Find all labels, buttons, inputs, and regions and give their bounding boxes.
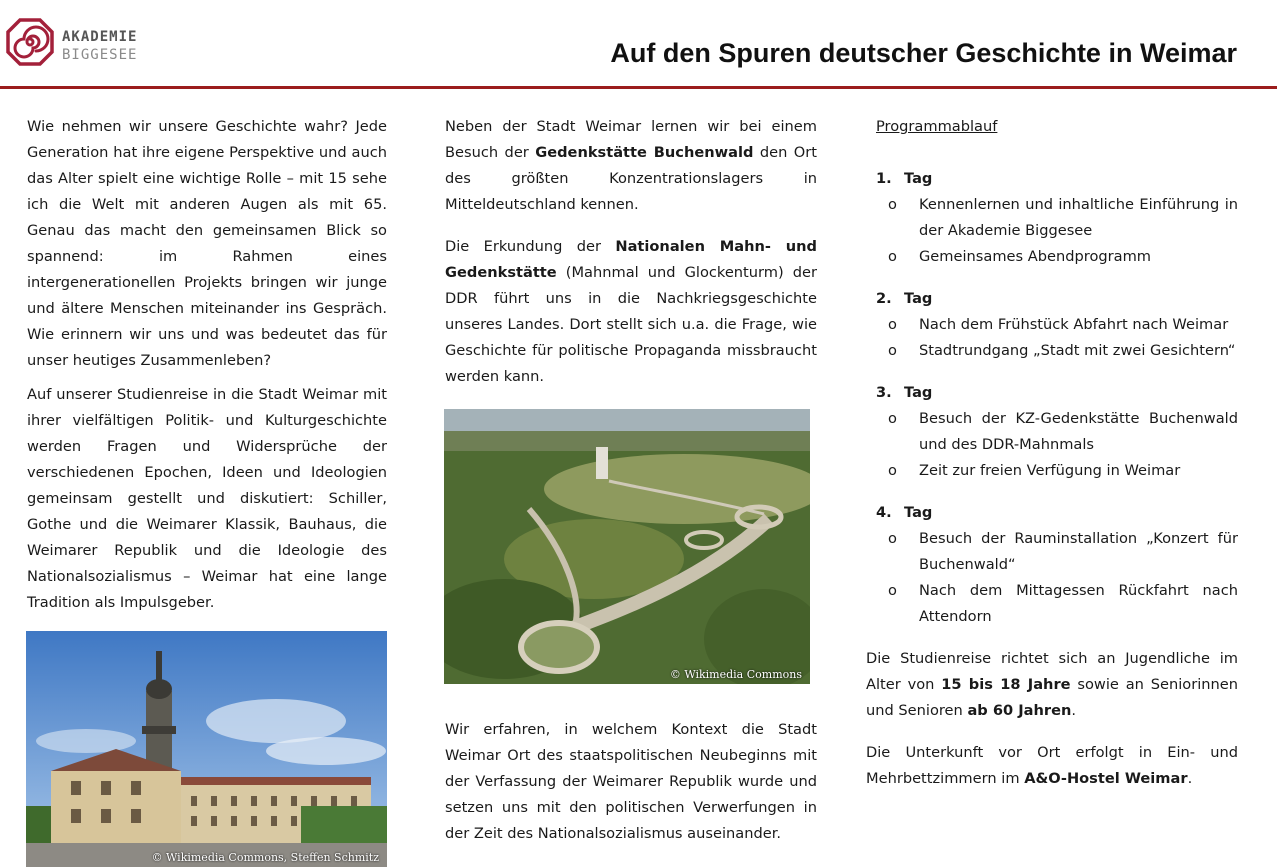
column-intro xyxy=(27,114,387,624)
activity-text: Besuch der KZ-Gedenkstätte Buchenwald und des DDR-Mahnmals xyxy=(919,410,1238,453)
bullet-circle-icon: o xyxy=(888,582,897,599)
list-item xyxy=(866,312,1238,338)
list-item xyxy=(866,526,1238,578)
weimar-republic-paragraph: Wir erfahren, in welchem Kontext die Stadt Weimar Ort des staatspolitischen Neubeginns mit der Verfassung der Weimarer Republik wurde und setzen uns mit den politischen Verwerfungen in der Zeit des Nationalsozialismus auseinander. xyxy=(445,721,817,842)
logo-text-biggesee: BIGGESEE xyxy=(62,47,138,63)
activity-text: Kennenlernen und inhaltliche Einführung in der Akademie Biggesee xyxy=(919,196,1238,239)
accommodation-paragraph: Die Unterkunft vor Ort erfolgt in Ein- und Mehrbettzimmern im A&O-Hostel Weimar. xyxy=(866,744,1238,787)
day-label: Tag xyxy=(904,384,933,401)
activity-text: Besuch der Rauminstallation „Konzert für Buchenwald“ xyxy=(919,530,1238,573)
activity-text: Stadtrundgang „Stadt mit zwei Gesichtern“ xyxy=(919,342,1236,359)
bullet-circle-icon: o xyxy=(888,316,897,333)
list-item xyxy=(866,192,1238,244)
buchenwald-paragraph: Neben der Stadt Weimar lernen wir bei einem Besuch der Gedenkstätte Buchenwald den Ort des größten Konzentrationslagers in Mitteldeutschland kennen. xyxy=(445,118,817,213)
day-number: 4. xyxy=(876,504,892,521)
activity-text: Nach dem Mittagessen Rückfahrt nach Attendorn xyxy=(919,582,1238,625)
program-days xyxy=(866,166,1238,630)
bullet-circle-icon: o xyxy=(888,410,897,427)
bullet-circle-icon: o xyxy=(888,342,897,359)
spiral-logo-icon xyxy=(6,18,54,66)
day-number: 2. xyxy=(876,290,892,307)
list-item xyxy=(866,338,1238,364)
activity-text: Gemeinsames Abendprogramm xyxy=(919,248,1152,265)
day-activity-list xyxy=(866,526,1238,630)
program-title: Programmablauf xyxy=(876,118,998,135)
intro-paragraph-1: Wie nehmen wir unsere Geschichte wahr? Jede Generation hat ihre eigene Perspektive und auch das Alter spielt eine wichtige Rolle – mit 15 sehe ich die Welt mit anderen Augen als mit 65. Genau das macht den gemeinsamen Blick so spannend: im Rahmen eines intergenerationellen Projekts bringen wir junge und ältere Menschen miteinander ins Gespräch. Wie erinnern wir uns und was bedeutet das für unser heutiges Zusammenleben? xyxy=(27,118,387,369)
bullet-circle-icon: o xyxy=(888,248,897,265)
day-label: Tag xyxy=(904,504,933,521)
column-weimar-republic xyxy=(445,717,817,855)
logo-text-akademie: AKADEMIE xyxy=(62,29,138,45)
program-day-2 xyxy=(876,286,1238,312)
list-item xyxy=(866,578,1238,630)
day-label: Tag xyxy=(904,170,933,187)
program-day-4 xyxy=(876,500,1238,526)
page-title: Auf den Spuren deutscher Geschichte in Weimar xyxy=(610,38,1237,68)
mahnmal-paragraph: Die Erkundung der Nationalen Mahn- und Gedenkstätte (Mahnmal und Glockenturm) der DDR führt uns in die Nachkriegsgeschichte unseres Landes. Dort stellt sich u.a. die Frage, wie Geschichte für politische Propaganda missbraucht werden kann. xyxy=(445,238,817,385)
castle-photo-credit: © Wikimedia Commons, Steffen Schmitz xyxy=(151,851,379,864)
bullet-circle-icon: o xyxy=(888,462,897,479)
program-day-1 xyxy=(876,166,1238,192)
day-number: 3. xyxy=(876,384,892,401)
buchenwald-aerial-photo xyxy=(444,409,810,684)
day-label: Tag xyxy=(904,290,933,307)
list-item xyxy=(866,244,1238,270)
aerial-photo-credit: © Wikimedia Commons xyxy=(669,668,802,681)
day-activity-list xyxy=(866,192,1238,270)
column-buchenwald xyxy=(445,114,817,398)
day-activity-list xyxy=(866,406,1238,484)
list-item xyxy=(866,458,1238,484)
day-activity-list xyxy=(866,312,1238,364)
bullet-circle-icon: o xyxy=(888,196,897,213)
header-divider xyxy=(0,86,1277,89)
akademie-logo xyxy=(6,18,156,68)
activity-text: Nach dem Frühstück Abfahrt nach Weimar xyxy=(919,316,1229,333)
target-group-paragraph: Die Studienreise richtet sich an Jugendliche im Alter von 15 bis 18 Jahre sowie an Seniorinnen und Senioren ab 60 Jahren. xyxy=(866,650,1238,719)
column-program xyxy=(866,114,1238,800)
intro-paragraph-2: Auf unserer Studienreise in die Stadt Weimar mit ihrer vielfältigen Politik- und Kulturgeschichte werden Fragen und Widersprüche der verschiedenen Epochen, Ideen und Ideologien gemeinsam gestellt und diskutiert: Schiller, Gothe und die Weimarer Klassik, Bauhaus, die Weimarer Republik und die Ideologie des Nationalsozialismus – Weimar hat eine lange Tradition als Impulsgeber. xyxy=(27,386,387,611)
day-number: 1. xyxy=(876,170,892,187)
list-item xyxy=(866,406,1238,458)
activity-text: Zeit zur freien Verfügung in Weimar xyxy=(919,462,1181,479)
program-day-3 xyxy=(876,380,1238,406)
weimar-castle-photo xyxy=(26,631,387,867)
bullet-circle-icon: o xyxy=(888,530,897,547)
